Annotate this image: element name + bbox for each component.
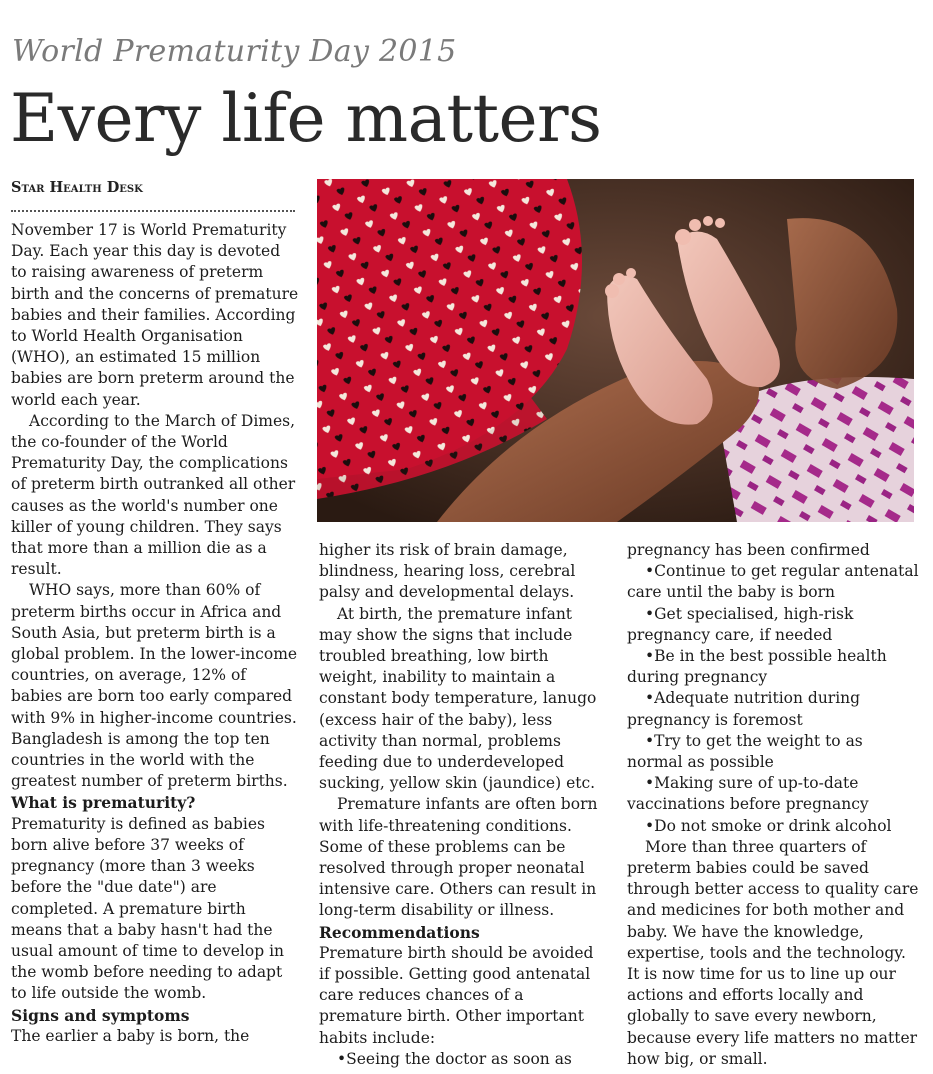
- bullet-item: •Be in the best possible health during pregnancy: [627, 647, 887, 687]
- bullet-item: •Making sure of up-to-date vaccinations before pregnancy: [627, 774, 869, 814]
- bullet-item: •Do not smoke or drink alcohol: [645, 816, 892, 835]
- byline-divider: [11, 210, 295, 212]
- article-column-1: [11, 220, 299, 1047]
- subheading: What is prematurity?: [11, 793, 196, 813]
- bullet-item: •Try to get the weight to as normal as possible: [627, 731, 863, 772]
- paragraph: At birth, the premature infant may show the signs that include troubled breathing, low birth weight, inability to maintain a constant body temperature, lanugo (excess hair of the baby), less activity than normal, problems feeding due to underdeveloped sucking, yellow skin (jaundice) etc.: [319, 604, 597, 793]
- paragraph: The earlier a baby is born, the: [11, 1026, 250, 1045]
- subheading: Recommendations: [319, 922, 480, 942]
- paragraph: Premature birth should be avoided if possible. Getting good antenatal care reduces chances of a premature birth. Other important habits include:: [319, 943, 594, 1047]
- paragraph: November 17 is World Prematurity Day. Each year this day is devoted to raising awareness of preterm birth and the concerns of premature babies and their families. According to World Health Organisation (WHO), an estimated 15 million babies are born preterm around the world each year.: [11, 221, 299, 409]
- paragraph: pregnancy has been confirmed: [627, 541, 870, 559]
- photo-illustration: [317, 179, 914, 522]
- baby-feet-photo: [317, 179, 914, 522]
- bullet-item: •Seeing the doctor as soon as: [337, 1049, 572, 1068]
- paragraph: WHO says, more than 60% of preterm births occur in Africa and South Asia, but preterm birth is a global problem. In the lower-income countries, on average, 12% of babies are born too early compared with 9% in higher-income countries. Bangladesh is among the top ten countries in the world with the greatest number of preterm births.: [11, 581, 298, 791]
- paragraph: According to the March of Dimes, the co-founder of the World Prematurity Day, the complications of preterm birth outranked all other causes as the world's number one killer of young children. They says that more than a million die as a result.: [11, 411, 296, 579]
- headline: Every life matters: [10, 80, 602, 157]
- paragraph: Prematurity is defined as babies born alive before 37 weeks of pregnancy (more than 3 weeks before the "due date") are completed. A premature birth means that a baby hasn't had the usual amount of time to develop in the womb before needing to adapt to life outside the womb.: [11, 814, 285, 1003]
- article-column-3: [627, 540, 919, 1070]
- bullet-item: •Adequate nutrition during pregnancy is foremost: [627, 689, 861, 729]
- paragraph: More than three quarters of preterm babies could be saved through better access to quality care and medicines for both mother and baby. We have the knowledge, expertise, tools and the technology. It is now time for us to line up our actions and efforts locally and globally to save every newborn, because every life matters no matter how big, or small.: [627, 837, 919, 1068]
- bullet-item: •Continue to get regular antenatal care until the baby is born: [627, 562, 919, 602]
- bullet-item: •Get specialised, high-risk pregnancy care, if needed: [627, 604, 854, 644]
- paragraph: Premature infants are often born with life-threatening conditions. Some of these problems can be resolved through proper neonatal intensive care. Others can result in long-term disability or illness.: [319, 795, 598, 920]
- byline: Star Health Desk: [11, 179, 143, 196]
- paragraph: higher its risk of brain damage, blindness, hearing loss, cerebral palsy and developmental delays.: [319, 541, 576, 602]
- kicker: World Prematurity Day 2015: [12, 34, 457, 69]
- article-column-2: [319, 540, 609, 1070]
- subheading: Signs and symptoms: [11, 1005, 190, 1025]
